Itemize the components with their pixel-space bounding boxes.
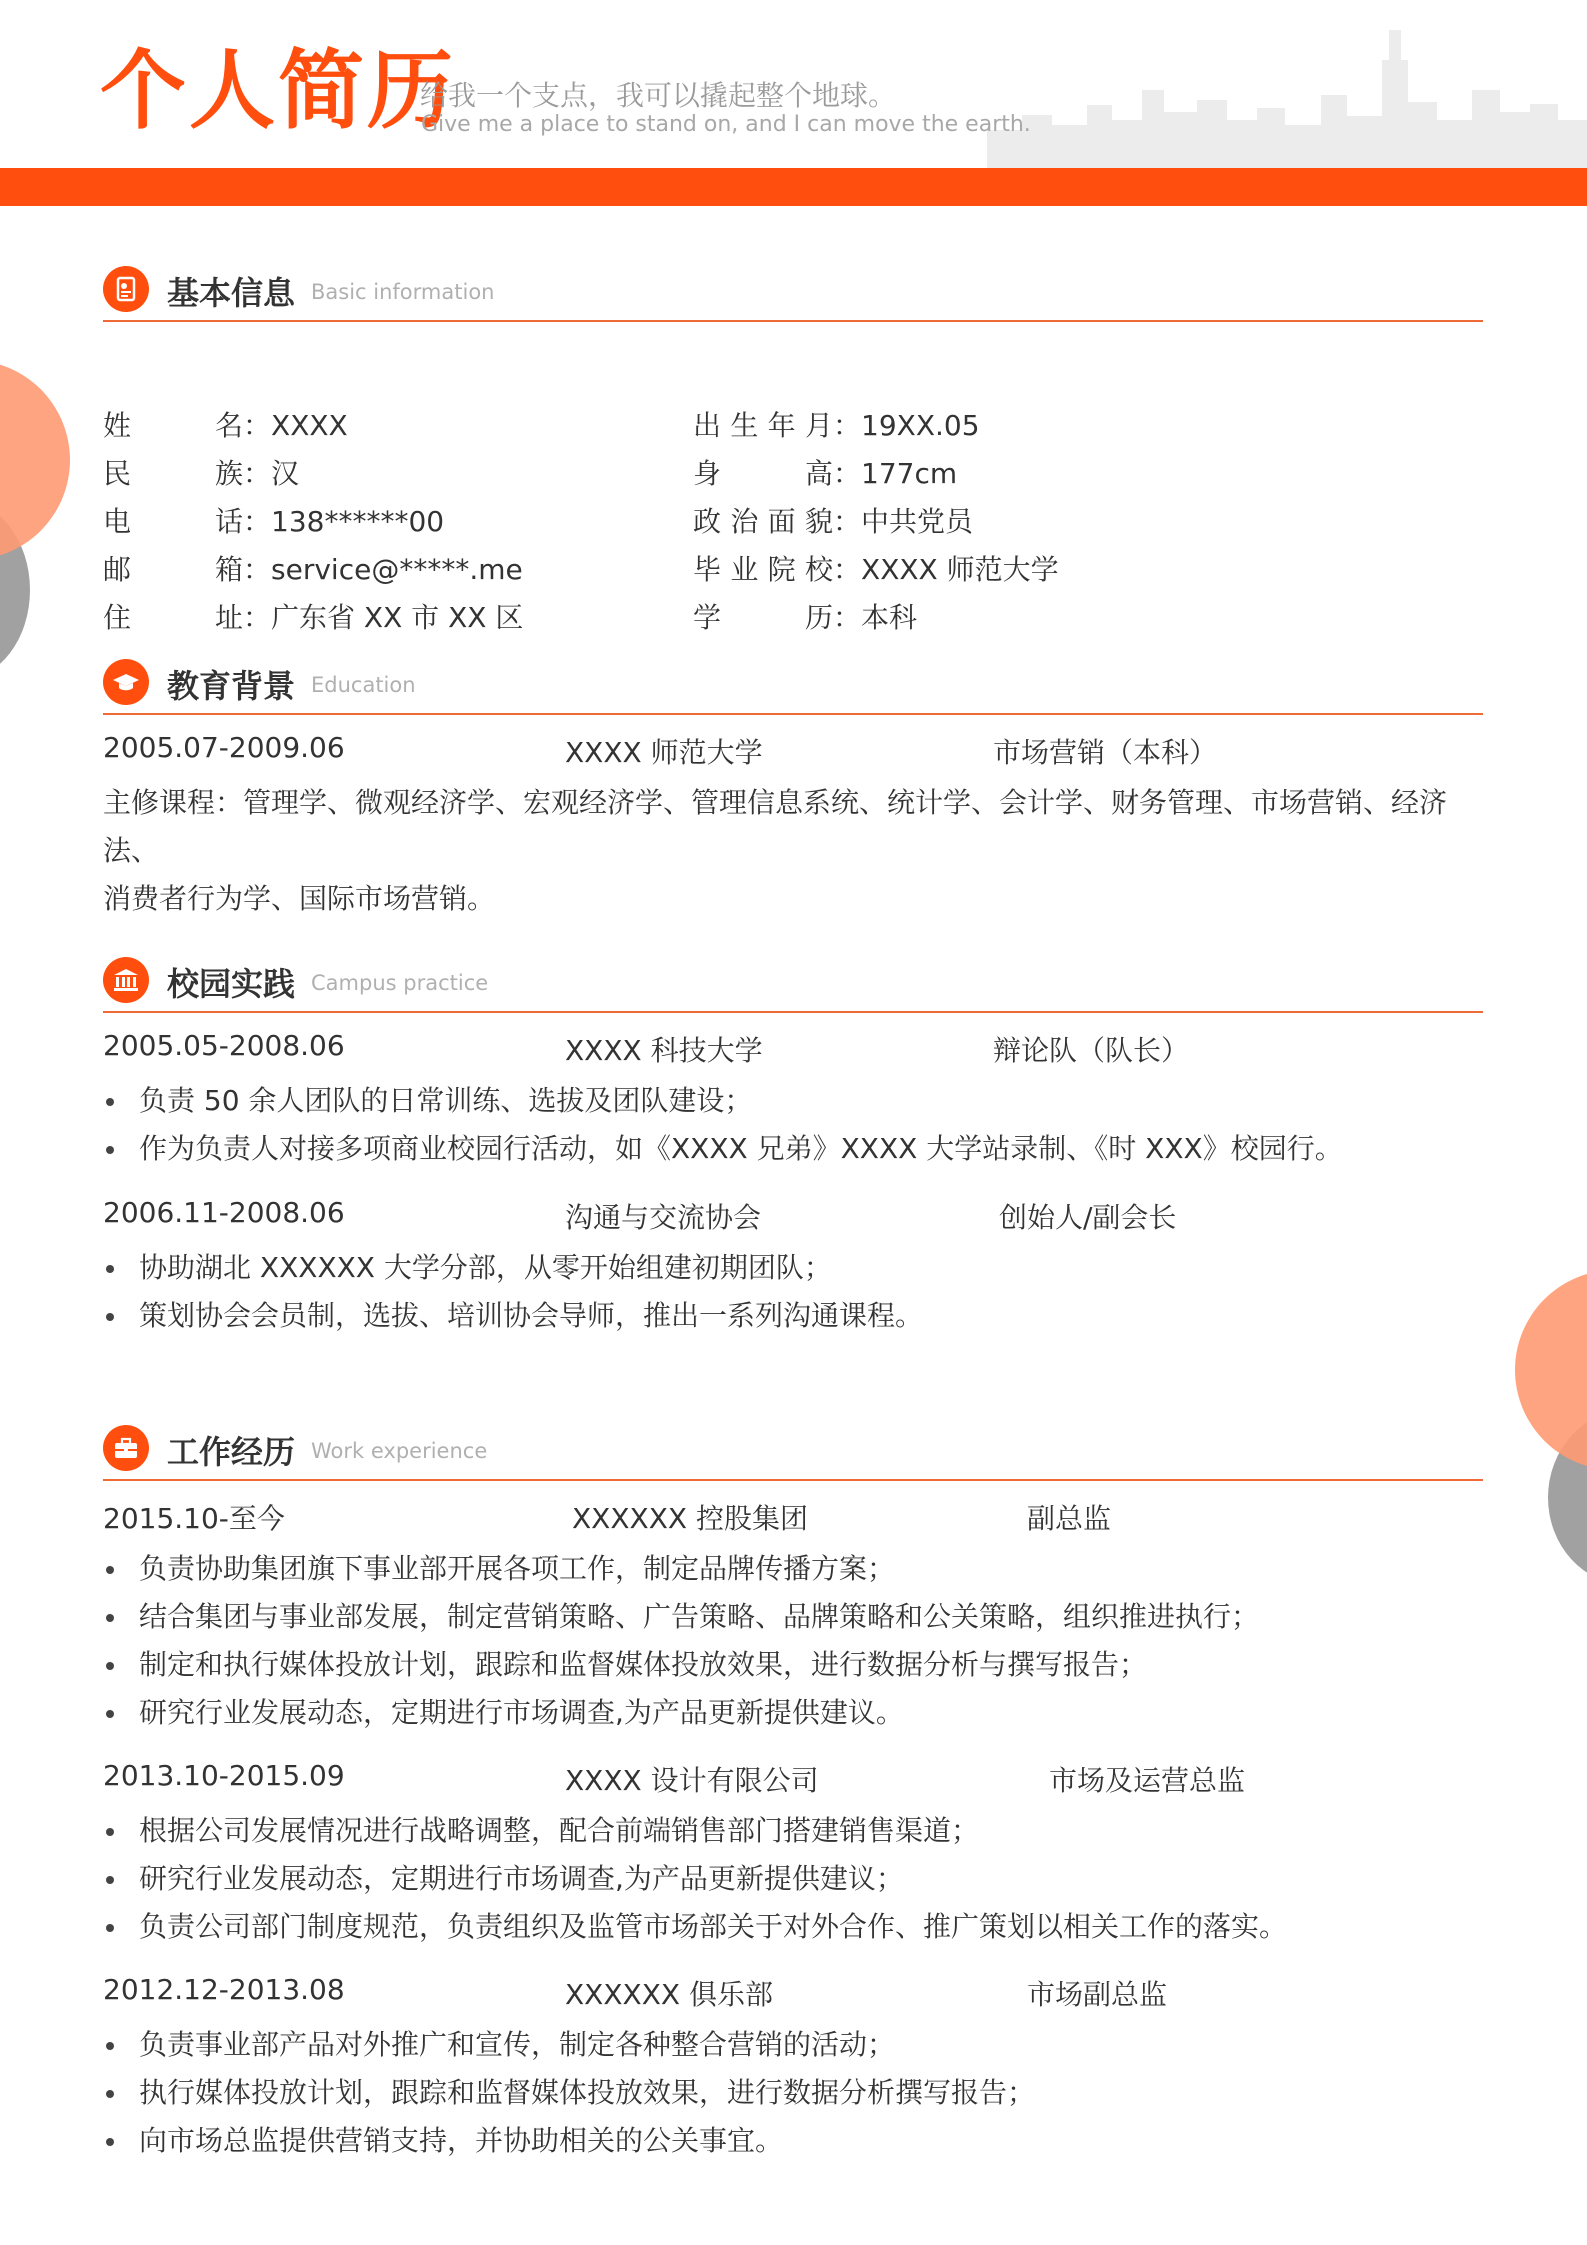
- education-major: 市场营销（本科）: [993, 736, 1218, 769]
- entry-role: 市场副总监: [1027, 1978, 1168, 2011]
- basic-info-grid: [103, 322, 1483, 634]
- section-header: [103, 655, 1483, 715]
- work-entry-header: [103, 1759, 1483, 1807]
- entry-org: 沟通与交流协会: [565, 1201, 762, 1234]
- campus-entry-header: [103, 1029, 1483, 1077]
- list-item: 协助湖北 XXXXXX 大学分部，从零开始组建初期团队；: [103, 1244, 1483, 1292]
- decor-circle-orange-right: [1515, 1270, 1587, 1470]
- entry-org: XXXX 科技大学: [565, 1034, 763, 1067]
- entry-period: 2013.10-2015.09: [103, 1759, 345, 1792]
- section-work: [103, 1421, 1483, 2165]
- info-phone: 电话：138******00: [103, 505, 445, 538]
- graduation-cap-icon: [103, 659, 149, 705]
- education-courses-line2: 消费者行为学、国际市场营销。: [103, 882, 496, 915]
- list-item: 负责协助集团旗下事业部开展各项工作，制定品牌传播方案；: [103, 1545, 1483, 1593]
- work-entry-header: [103, 1973, 1483, 2021]
- education-courses-line1: 主修课程：管理学、微观经济学、宏观经济学、管理信息系统、统计学、会计学、财务管理、市场营销、经济法、: [103, 786, 1448, 867]
- entry-period: 2015.10-至今: [103, 1502, 285, 1535]
- section-title: 教育背景: [167, 667, 296, 705]
- info-address: 住址：广东省 XX 市 XX 区: [103, 601, 524, 634]
- section-subtitle: Education: [311, 673, 416, 697]
- section-campus: [103, 953, 1483, 1340]
- entry-role: 副总监: [1027, 1502, 1112, 1535]
- info-ethnicity: 民族：汉: [103, 457, 300, 490]
- list-item: 制定和执行媒体投放计划，跟踪和监督媒体投放效果，进行数据分析与撰写报告；: [103, 1641, 1483, 1689]
- education-entry: [103, 731, 1483, 779]
- entry-period: 2012.12-2013.08: [103, 1973, 345, 2006]
- info-political: 政治面貌：中共党员: [693, 505, 974, 538]
- info-email: 邮箱：service@*****.me: [103, 553, 523, 586]
- section-header: [103, 953, 1483, 1013]
- entry-role: 创始人/副会长: [999, 1201, 1177, 1234]
- entry-period: 2006.11-2008.06: [103, 1196, 345, 1229]
- entry-role: 辩论队（队长）: [993, 1034, 1190, 1067]
- section-title: 校园实践: [167, 965, 296, 1003]
- list-item: 研究行业发展动态，定期进行市场调查,为产品更新提供建议；: [103, 1855, 1483, 1903]
- section-subtitle: Campus practice: [311, 971, 489, 995]
- entry-bullets: [103, 1545, 1483, 1737]
- resume-title: 个人简历: [100, 41, 456, 141]
- section-title: 基本信息: [167, 274, 296, 312]
- briefcase-icon: [103, 1425, 149, 1471]
- entry-bullets: [103, 2021, 1483, 2165]
- motto-chinese: 给我一个支点，我可以撬起整个地球。: [420, 79, 897, 112]
- info-birth: 出生年月：19XX.05: [693, 409, 980, 442]
- list-item: 策划协会会员制，选拔、培训协会导师，推出一系列沟通课程。: [103, 1292, 1483, 1340]
- entry-bullets: [103, 1244, 1483, 1340]
- section-title: 工作经历: [167, 1433, 296, 1471]
- institution-icon: [103, 957, 149, 1003]
- info-name: 姓名：XXXX: [103, 409, 348, 442]
- city-skyline-graphic: [987, 20, 1587, 170]
- entry-role: 市场及运营总监: [1049, 1764, 1246, 1797]
- info-degree: 学历：本科: [693, 601, 918, 634]
- work-entry-header: [103, 1497, 1483, 1545]
- motto-english: Give me a place to stand on, and I can move the earth.: [421, 112, 1031, 137]
- entry-period: 2005.05-2008.06: [103, 1029, 345, 1062]
- section-education: [103, 655, 1483, 923]
- section-header: [103, 262, 1483, 322]
- list-item: 负责公司部门制度规范，负责组织及监管市场部关于对外合作、推广策划以相关工作的落实。: [103, 1903, 1483, 1951]
- section-header: [103, 1421, 1483, 1481]
- list-item: 研究行业发展动态，定期进行市场调查,为产品更新提供建议。: [103, 1689, 1483, 1737]
- section-basic-info: [103, 262, 1483, 634]
- id-card-icon: [103, 266, 149, 312]
- decor-circle-orange-left: [0, 360, 70, 560]
- section-subtitle: Basic information: [311, 280, 495, 304]
- list-item: 执行媒体投放计划，跟踪和监督媒体投放效果，进行数据分析撰写报告；: [103, 2069, 1483, 2117]
- list-item: 根据公司发展情况进行战略调整，配合前端销售部门搭建销售渠道；: [103, 1807, 1483, 1855]
- section-subtitle: Work experience: [311, 1439, 488, 1463]
- education-school: XXXX 师范大学: [565, 736, 763, 769]
- list-item: 向市场总监提供营销支持，并协助相关的公关事宜。: [103, 2117, 1483, 2165]
- entry-org: XXXXXX 控股集团: [572, 1502, 808, 1535]
- list-item: 作为负责人对接多项商业校园行活动，如《XXXX 兄弟》XXXX 大学站录制、《时 XXX》校园行。: [103, 1125, 1483, 1173]
- campus-entry-header: [103, 1196, 1483, 1244]
- entry-bullets: [103, 1807, 1483, 1951]
- info-school: 毕业院校：XXXX 师范大学: [693, 553, 1059, 586]
- list-item: 负责事业部产品对外推广和宣传，制定各种整合营销的活动；: [103, 2021, 1483, 2069]
- list-item: 负责 50 余人团队的日常训练、选拔及团队建设；: [103, 1077, 1483, 1125]
- education-period: 2005.07-2009.06: [103, 731, 345, 764]
- info-height: 身高：177cm: [693, 457, 958, 490]
- list-item: 结合集团与事业部发展，制定营销策略、广告策略、品牌策略和公关策略，组织推进执行；: [103, 1593, 1483, 1641]
- header-accent-bar: [0, 168, 1587, 206]
- entry-bullets: [103, 1077, 1483, 1173]
- entry-org: XXXXXX 俱乐部: [565, 1978, 773, 2011]
- entry-org: XXXX 设计有限公司: [565, 1764, 819, 1797]
